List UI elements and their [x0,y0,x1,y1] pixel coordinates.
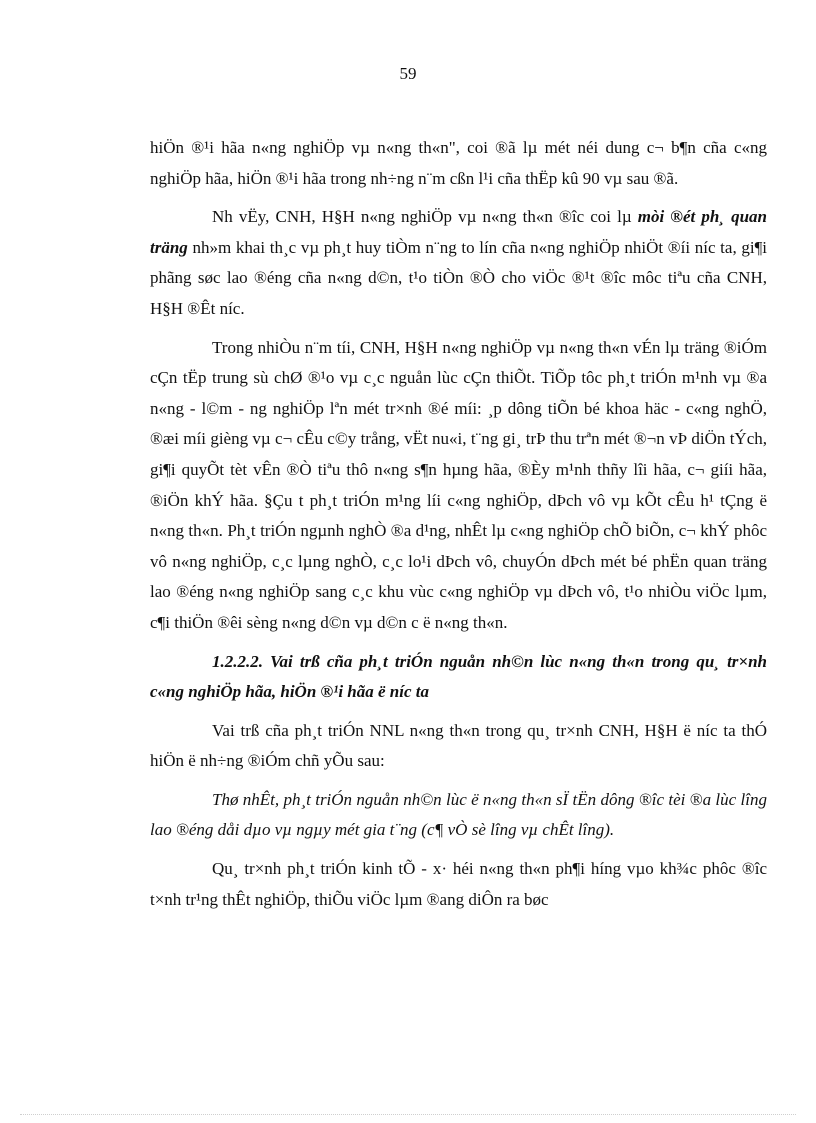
paragraph-5: Thø nhÊt, ph¸t triÓn nguån nh©n lùc ë n«ng th«n sÏ tËn dông ®îc tèi ®a lùc lîng lao ®éng dåi dµo vµ ngµy mét gia t¨ng (c¶ vÒ sè lîng vµ chÊt lîng). [150,789,767,840]
page-number: 59 [399,64,417,83]
paragraph-2 [150,202,767,324]
paragraph-3: Trong nhiÒu n¨m tíi, CNH, H§H n«ng nghiÖp vµ n«ng th«n vÉn lµ träng ®iÓm cÇn tËp trung sù chØ ®¹o vµ c¸c nguån lùc cÇn thiÕt. TiÕp tôc ph¸t triÓn m¹nh vµ ®a n«ng - l©m - ng nghiÖp lªn mét tr×nh ®é míi: ¸p dông tiÕn bé khoa häc - c«ng nghÖ, ®æi míi gièng vµ c¬ cÊu c©y trång, vËt nu«i, t¨ng gi¸ trÞ thu trªn mét ®¬n vÞ diÖn tÝch, gi¶i quyÕt tèt vÊn ®Ò tiªu thô n«ng s¶n hµng hãa, ®Èy m¹nh thñy lîi hãa, c¬ giíi hãa, ®iÖn khÝ hãa. §Çu t ph¸t triÓn m¹ng líi c«ng nghiÖp, dÞch vô vµ kÕt cÊu h¹ tÇng ë n«ng th«n. Ph¸t triÓn ngµnh nghÒ ®a d¹ng, nhÊt lµ c«ng nghiÖp chÕ biÕn, c¬ khÝ phôc vô n«ng nghiÖp, c¸c lµng nghÒ, c¸c lo¹i dÞch vô, chuyÓn dÞch mét bé phËn quan träng lao ®éng n«ng nghiÖp sang c¸c khu vùc c«ng nghiÖp vµ dÞch vô, t¹o nhiÒu viÖc lµm, c¶i thiÖn ®êi sèng n«ng d©n vµ d©n c ë n«ng th«n. [150,337,767,632]
section-heading: 1.2.2.2. Vai trß cña ph¸t triÓn nguån nh©n lùc n«ng th«n trong qu¸ tr×nh c«ng nghiÖp hãa, hiÖn ®¹i hãa ë níc ta [150,651,767,702]
paragraph-4: Vai trß cña ph¸t triÓn NNL n«ng th«n trong qu¸ tr×nh CNH, H§H ë níc ta thÓ hiÖn ë nh÷ng ®iÓm chñ yÕu sau: [150,720,767,771]
page-bottom-divider [20,1114,796,1115]
paragraph-2-end: nh»m khai th¸c vµ ph¸t huy tiÒm n¨ng to lín cña n«ng nghiÖp nhiÖt ®íi níc ta, gi¶i phãng søc lao ®éng cña n«ng d©n, t¹o tiÒn ®Ò cho viÖc ®¹t ®îc môc tiªu cña CNH, H§H ®Êt níc. [150,237,767,318]
paragraph-2-start: Nh vËy, CNH, H§H n«ng nghiÖp vµ n«ng th«n ®îc coi lµ [212,207,638,227]
emphasis-breakthrough: mòi ®ét ph¸ quan träng [150,207,767,257]
paragraph-6: Qu¸ tr×nh ph¸t triÓn kinh tÕ - x· héi n«ng th«n ph¶i híng vµo kh¾c phôc ®îc t×nh tr¹ng thÊt nghiÖp, thiÕu viÖc lµm ®ang diÔn ra bøc [150,859,767,909]
document-body [150,133,767,923]
paragraph-1: hiÖn ®¹i hãa n«ng nghiÖp vµ n«ng th«n", coi ®ã lµ mét néi dung c¬ b¶n cña c«ng nghiÖp hãa, hiÖn ®¹i hãa trong nh÷ng n¨m cßn l¹i cña thËp kû 90 vµ sau ®ã. [150,138,767,188]
